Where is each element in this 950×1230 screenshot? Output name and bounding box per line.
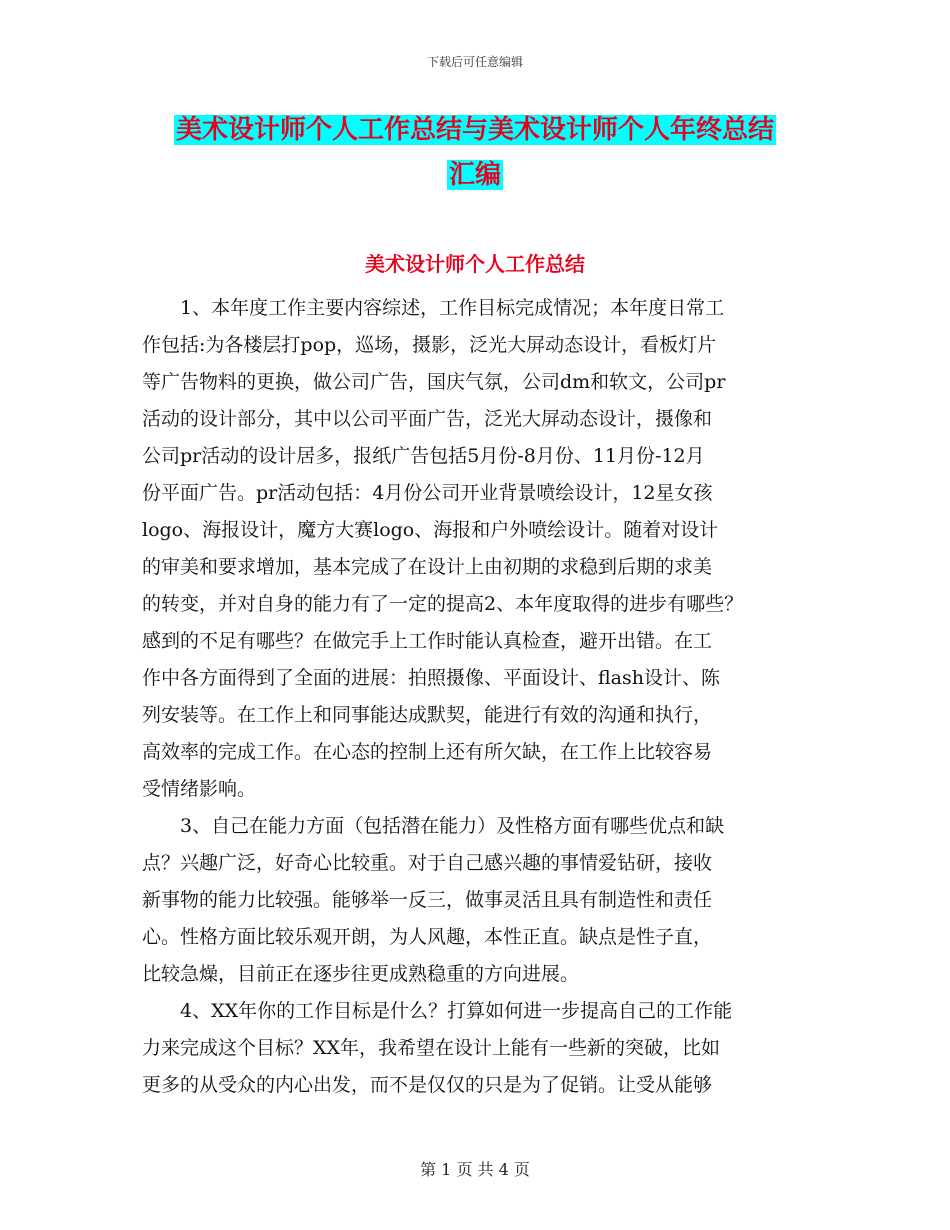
header-note: 下载后可任意编辑: [426, 55, 523, 69]
text-line: 4、XX年你的工作目标是什么？打算如何进一步提高自己的工作能: [180, 1000, 733, 1022]
text-line: 1、本年度工作主要内容综述，工作目标完成情况；本年度日常工: [180, 297, 725, 319]
section-title: 美术设计师个人工作总结: [365, 252, 585, 276]
text-line: 公司pr活动的设计居多，报纸广告包括5月份-8月份、11月份-12月: [142, 445, 705, 467]
document-title-line-1-text: 美术设计师个人工作总结与美术设计师个人年终总结: [175, 115, 774, 145]
document-title-line-2-text: 汇编: [448, 160, 501, 190]
text-line: 感到的不足有哪些？在做完手上工作时能认真检查，避开出错。在工: [142, 630, 713, 652]
text-line: 比较急燥，目前正在逐步往更成熟稳重的方向进展。: [142, 963, 580, 985]
text-line: logo、海报设计，魔方大赛logo、海报和户外喷绘设计。随着对设计: [142, 519, 719, 541]
text-line: 的转变，并对自身的能力有了一定的提高2、本年度取得的进步有哪些？: [142, 593, 744, 615]
text-line: 列安装等。在工作上和同事能达成默契，能进行有效的沟通和执行，: [142, 704, 713, 726]
text-line: 力来完成这个目标？XX年，我希望在设计上能有一些新的突破，比如: [142, 1037, 721, 1059]
document-title-line-1: [140, 113, 810, 147]
text-line: 活动的设计部分，其中以公司平面广告，泛光大屏动态设计，摄像和: [142, 408, 713, 430]
text-line: 等广告物料的更换，做公司广告，国庆气氛，公司dm和软文，公司pr: [142, 371, 726, 393]
page-footer: 第 1 页 共 4 页: [420, 1160, 530, 1179]
text-line: 新事物的能力比较强。能够举一反三，做事灵活且具有制造性和责任: [142, 889, 713, 911]
text-line: 的审美和要求增加，基本完成了在设计上由初期的求稳到后期的求美: [142, 556, 713, 578]
text-line: 点？兴趣广泛，好奇心比较重。对于自己感兴趣的事情爱钻研，接收: [142, 852, 713, 874]
text-line: 心。性格方面比较乐观开朗，为人风趣，本性正直。缺点是性子直，: [142, 926, 713, 948]
text-line: 高效率的完成工作。在心态的控制上还有所欠缺，在工作上比较容易: [142, 741, 713, 763]
text-line: 更多的从受众的内心出发，而不是仅仅的只是为了促销。让受从能够: [142, 1074, 713, 1096]
text-line: 作中各方面得到了全面的进展：拍照摄像、平面设计、flash设计、陈: [142, 667, 720, 689]
text-line: 受情绪影响。: [142, 778, 257, 800]
body-text: [142, 290, 814, 1104]
text-line: 作包括:为各楼层打pop，巡场，摄影，泛光大屏动态设计，看板灯片: [142, 334, 717, 356]
text-line: 份平面广告。pr活动包括：4月份公司开业背景喷绘设计，12星女孩: [142, 482, 713, 504]
document-title-line-2: [140, 158, 810, 192]
text-line: 3、自己在能力方面（包括潜在能力）及性格方面有哪些优点和缺: [180, 815, 725, 837]
